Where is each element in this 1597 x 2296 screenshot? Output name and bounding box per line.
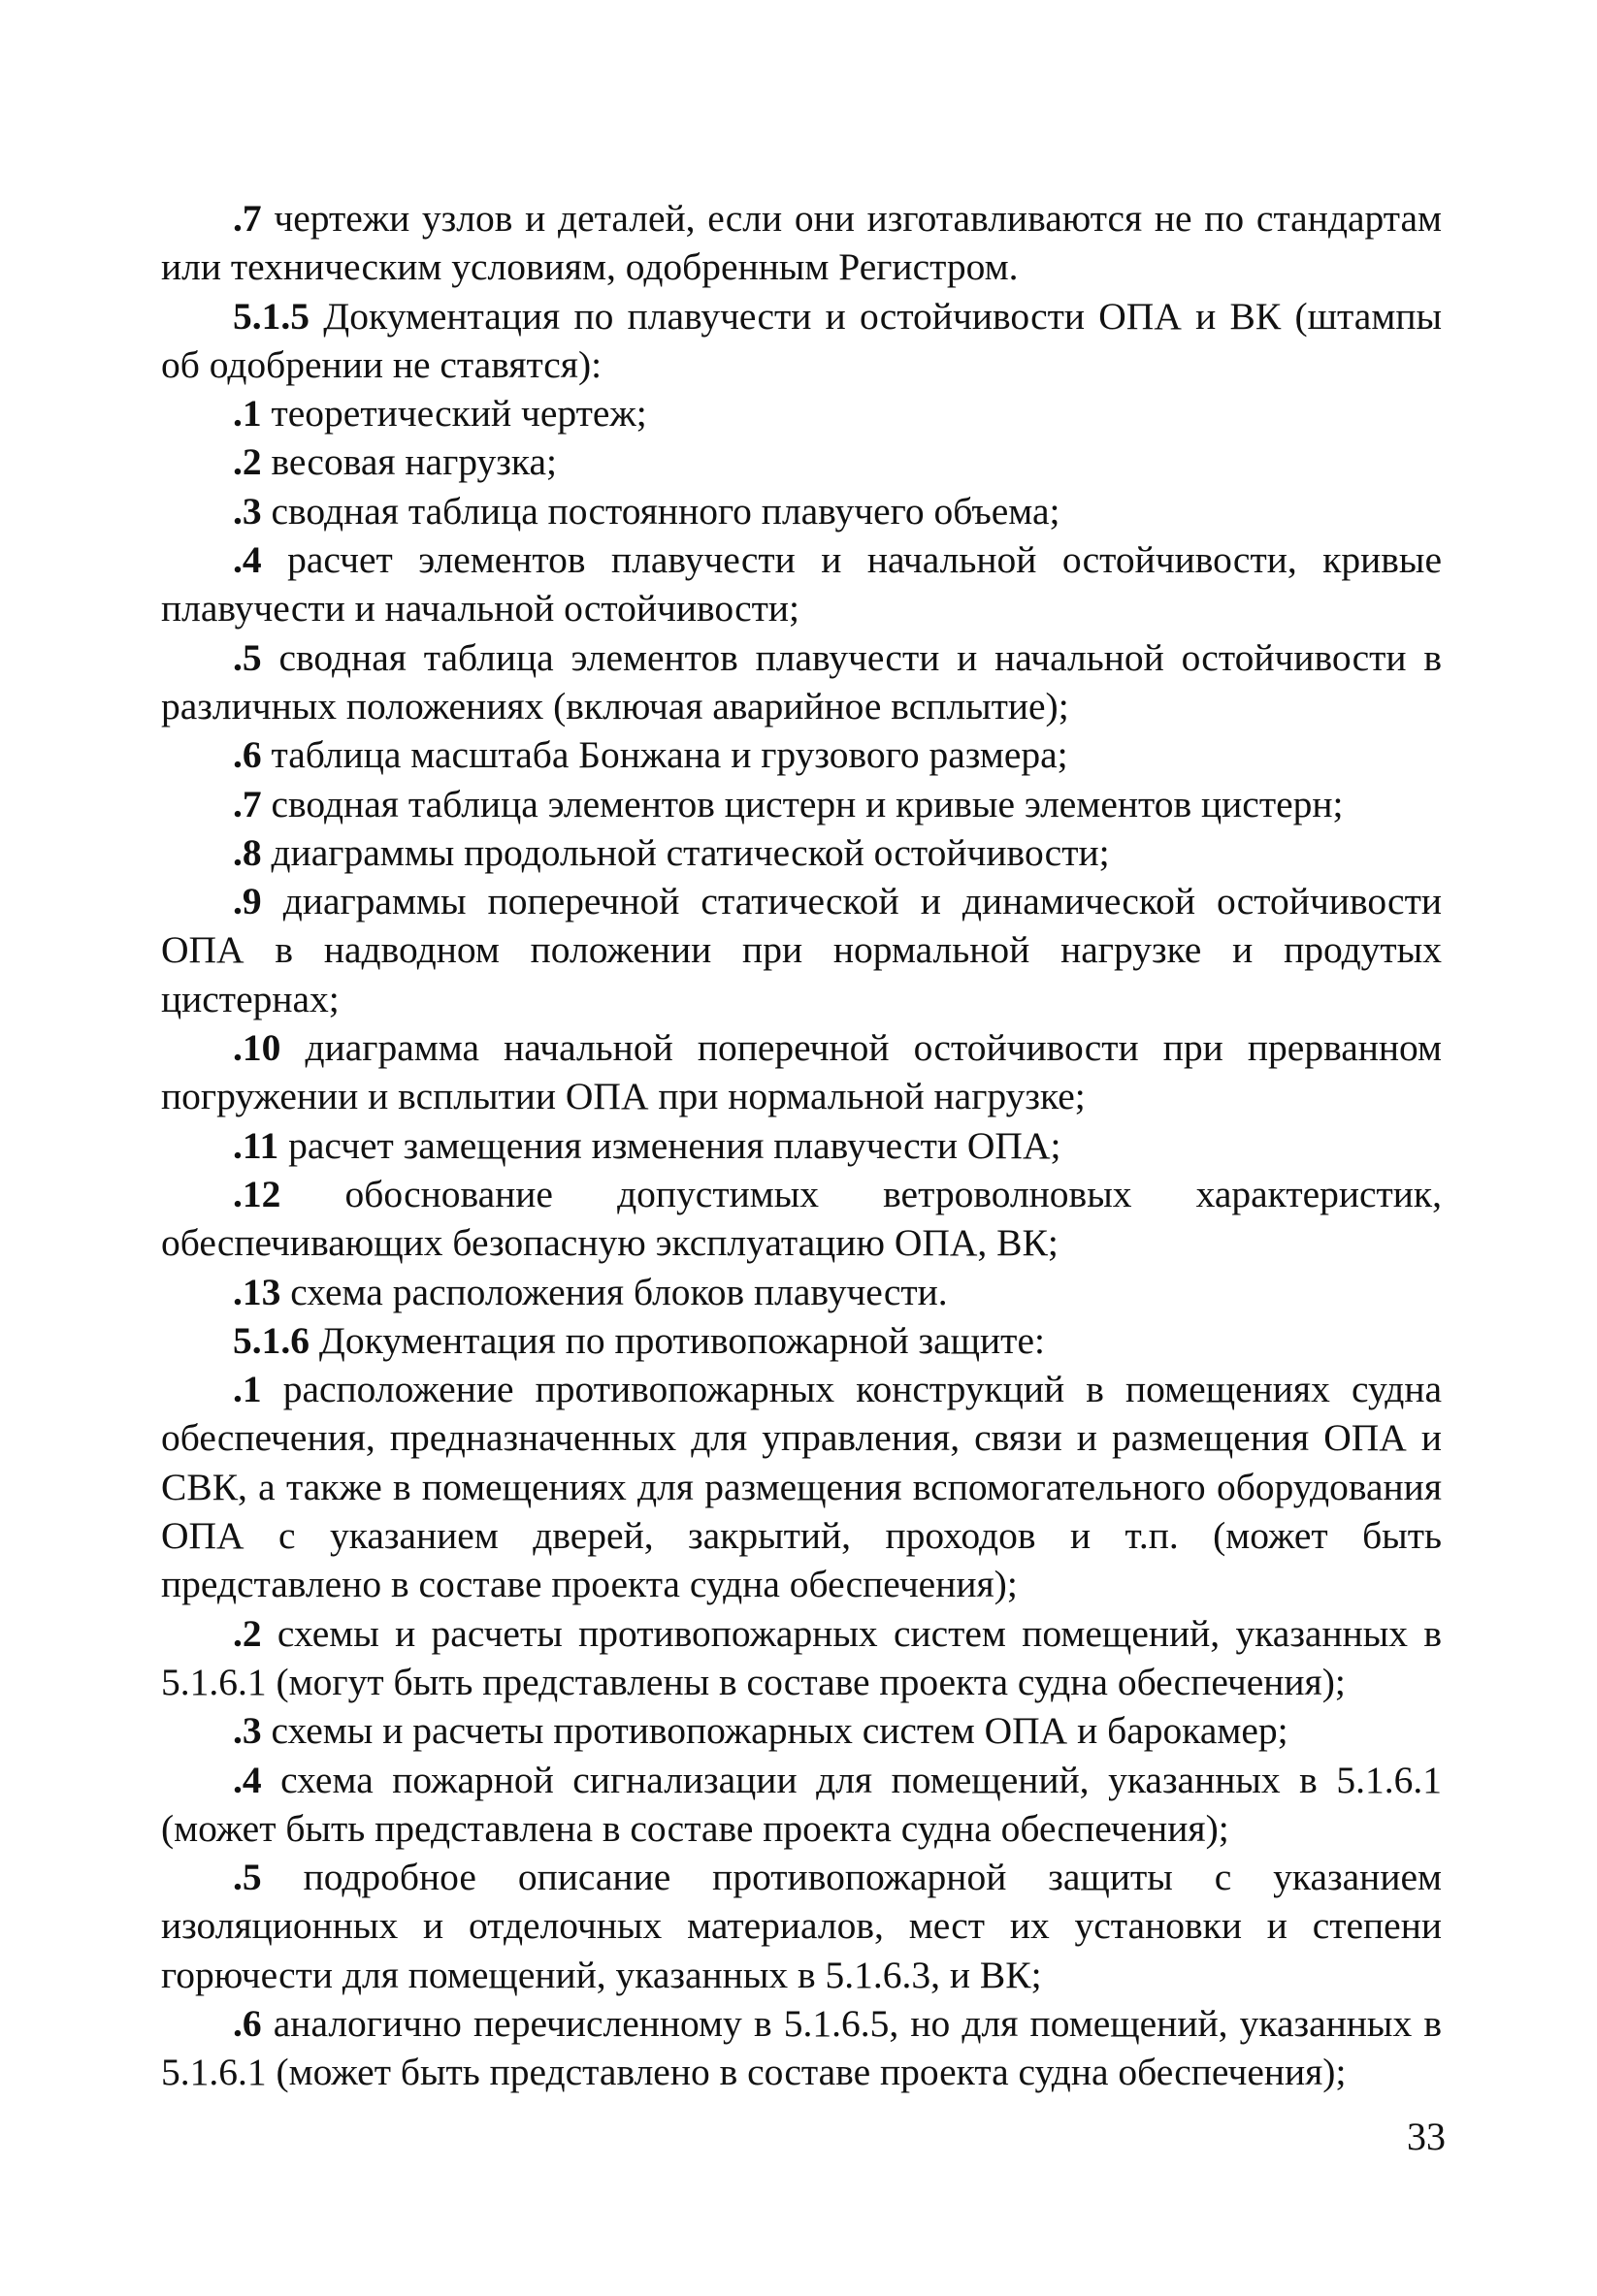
item-number: .4 [233, 1758, 262, 1801]
item-text: схема пожарной сигнализации для помещений, указанных в 5.1.6.1 (может быть представлена в составе проекта судна обеспечения); [161, 1758, 1442, 1850]
list-item [161, 1023, 1442, 1121]
section-number: 5.1.6 [233, 1318, 310, 1362]
item-text: схемы и расчеты противопожарных систем ОПА и барокамер; [261, 1709, 1288, 1753]
item-number: .5 [233, 635, 262, 679]
section-text: Документация по плавучести и остойчивости ОПА и ВК (штампы об одобрении не ставятся): [161, 294, 1442, 386]
list-item [161, 487, 1442, 535]
section-text: Документация по противопожарной защите: [310, 1318, 1045, 1362]
item-text: теоретический чертеж; [261, 392, 647, 436]
item-text: весовая нагрузка; [261, 440, 557, 484]
item-text: диаграммы поперечной статической и динамической остойчивости ОПА в надводном положении при нормальной нагрузке и продутых цистернах; [161, 880, 1442, 1020]
item-text: таблица масштаба Бонжана и грузового размера; [261, 733, 1068, 777]
list-item [161, 1609, 1442, 1707]
list-item [161, 1365, 1442, 1608]
list-item [161, 437, 1442, 486]
list-item [161, 1999, 1442, 2097]
list-item [161, 877, 1442, 1023]
section-heading [161, 292, 1442, 390]
item-text: расположение противопожарных конструкций в помещениях судна обеспечения, предназначенных для управления, связи и размещения ОПА и СВК, а также в помещениях для размещения вспомогательного оборудования ОПА с указанием дверей, закрытий, проходов и т.п. (может быть представлено в составе проекта судна обеспечения); [161, 1368, 1442, 1606]
item-text: сводная таблица элементов цистерн и кривые элементов цистерн; [261, 782, 1344, 825]
item-text: чертежи узлов и деталей, если они изготавливаются не по стандартам или техническим условиям, одобренным Регистром. [161, 197, 1442, 289]
list-item [161, 194, 1442, 292]
item-number: .8 [233, 830, 262, 874]
section-number: 5.1.5 [233, 294, 310, 338]
item-number: .2 [233, 1611, 262, 1655]
list-item [161, 1853, 1442, 1999]
list-item [161, 780, 1442, 828]
item-number: .9 [233, 880, 262, 923]
item-text: диаграмма начальной поперечной остойчивости при прерванном погружении и всплытии ОПА при нормальной нагрузке; [161, 1026, 1442, 1118]
item-text: подробное описание противопожарной защиты с указанием изоляционных и отделочных материалов, мест их установки и степени горючести для помещений, указанных в 5.1.6.3, и ВК; [161, 1856, 1442, 1996]
list-item [161, 1268, 1442, 1316]
item-number: .11 [233, 1123, 279, 1167]
page-number: 33 [1407, 2115, 1446, 2158]
item-text: схема расположения блоков плавучести. [280, 1270, 948, 1313]
item-number: .5 [233, 1856, 262, 1899]
item-text: обоснование допустимых ветроволновых характеристик, обеспечивающих безопасную эксплуатацию ОПА, ВК; [161, 1172, 1442, 1265]
list-item [161, 1706, 1442, 1755]
list-item [161, 389, 1442, 437]
item-text: схемы и расчеты противопожарных систем помещений, указанных в 5.1.6.1 (могут быть представлены в составе проекта судна обеспечения); [161, 1611, 1442, 1703]
item-text: расчет замещения изменения плавучести ОПА; [278, 1123, 1061, 1167]
item-number: .13 [233, 1270, 281, 1313]
document-body [161, 194, 1442, 2097]
item-number: .3 [233, 1709, 262, 1753]
item-number: .4 [233, 538, 262, 582]
item-number: .6 [233, 733, 262, 777]
item-text: аналогично перечисленному в 5.1.6.5, но для помещений, указанных в 5.1.6.1 (может быть представлено в составе проекта судна обеспечения); [161, 2001, 1442, 2094]
item-number: .12 [233, 1172, 281, 1215]
item-number: .2 [233, 440, 262, 484]
section-heading [161, 1316, 1442, 1365]
list-item [161, 1121, 1442, 1170]
item-number: .6 [233, 2001, 262, 2045]
item-number: .3 [233, 489, 262, 533]
item-number: .1 [233, 1368, 262, 1411]
item-text: диаграммы продольной статической остойчивости; [261, 830, 1110, 874]
list-item [161, 1170, 1442, 1268]
item-text: сводная таблица постоянного плавучего объема; [261, 489, 1060, 533]
list-item [161, 1756, 1442, 1854]
list-item [161, 535, 1442, 633]
item-number: .7 [233, 197, 262, 240]
item-text: сводная таблица элементов плавучести и начальной остойчивости в различных положениях (включая аварийное всплытие); [161, 635, 1442, 728]
item-text: расчет элементов плавучести и начальной остойчивости, кривые плавучести и начальной остойчивости; [161, 538, 1442, 631]
list-item [161, 633, 1442, 731]
list-item [161, 730, 1442, 779]
item-number: .10 [233, 1026, 281, 1070]
item-number: .7 [233, 782, 262, 825]
list-item [161, 828, 1442, 877]
item-number: .1 [233, 392, 262, 436]
